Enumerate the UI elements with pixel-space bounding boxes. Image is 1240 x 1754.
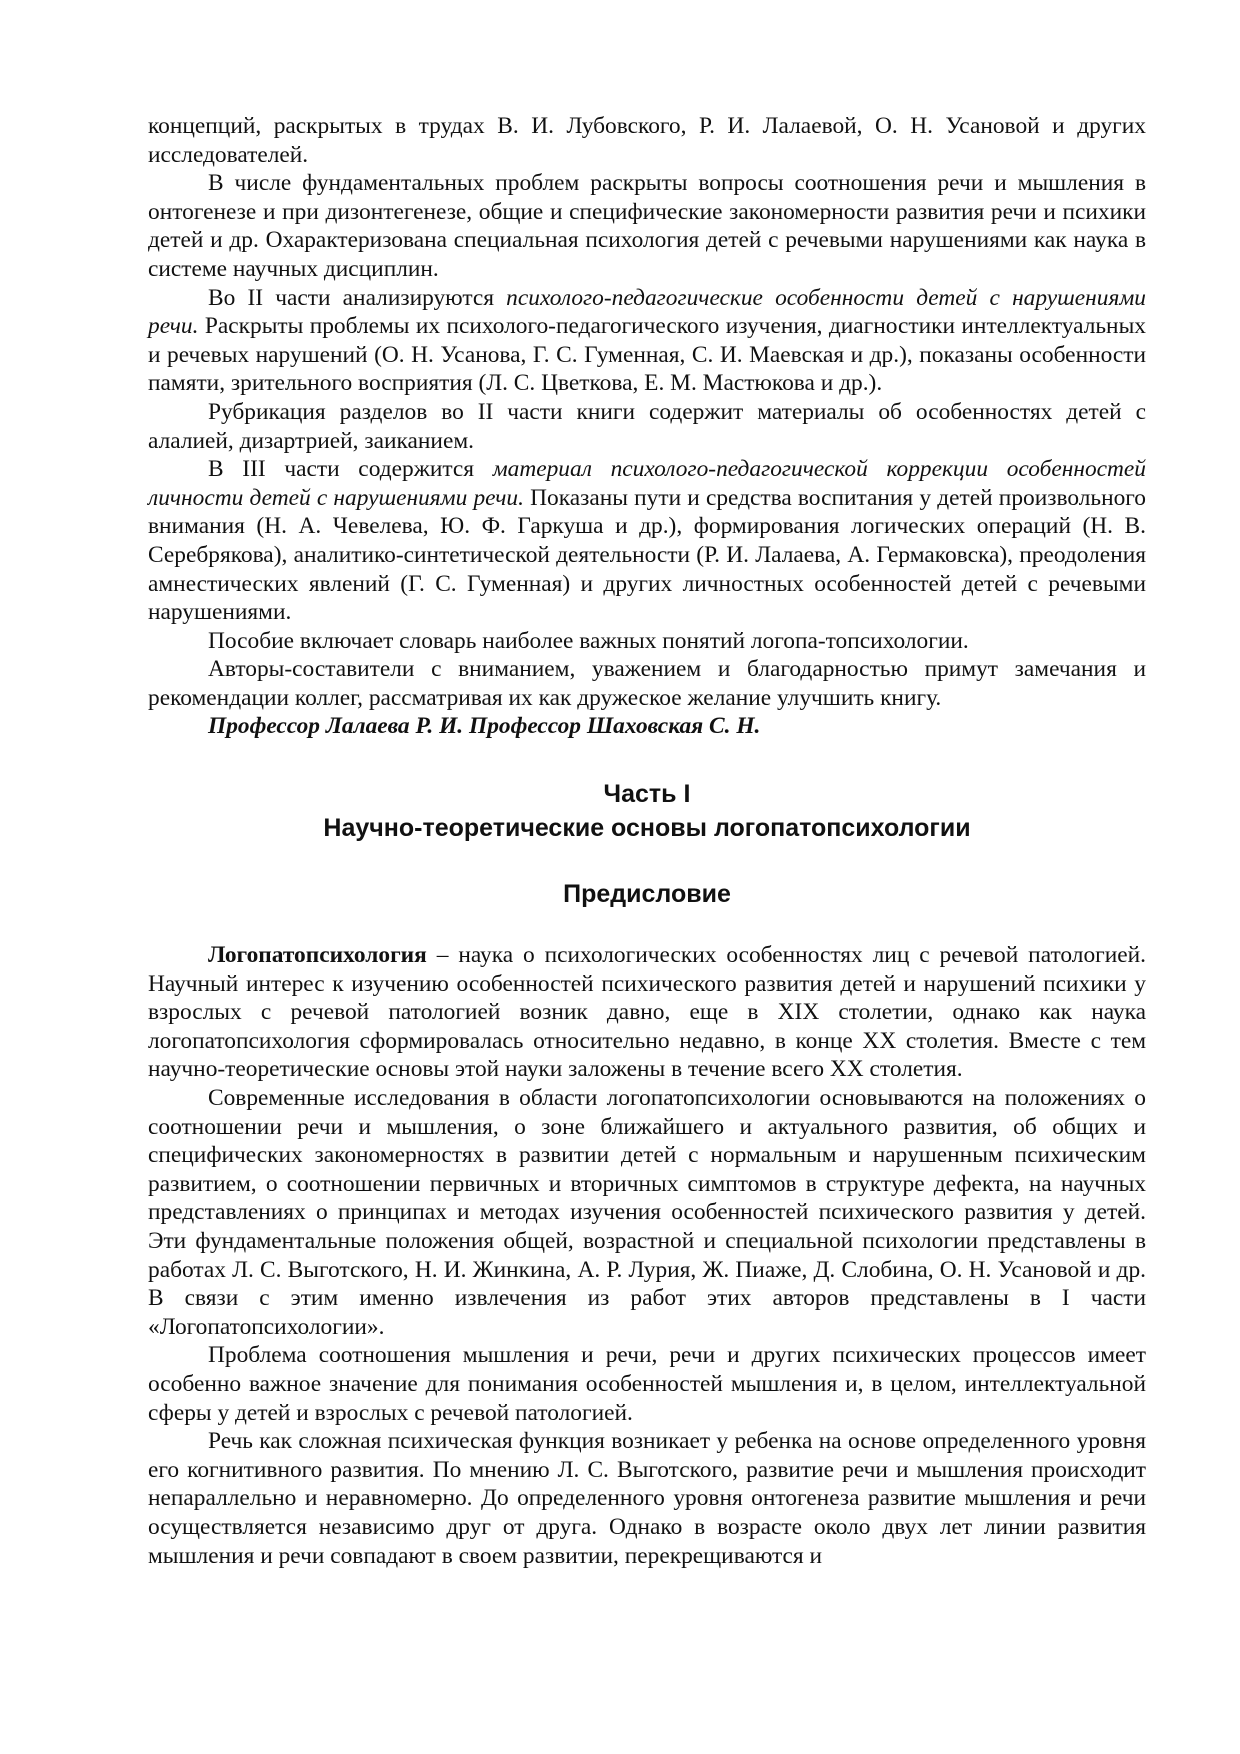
intro-paragraph-glossary: Пособие включает словарь наиболее важных понятий логопа-топсихологии. bbox=[208, 627, 969, 654]
intro-paragraph-fundamental-problems: В числе фундаментальных проблем раскрыты вопросы соотношения речи и мышления в онтогенезе и при дизонтегенезе, общие и специфические закономерности развития речи и психики детей и др. Охарактеризована специальная психология детей с речевыми нарушениями как наука в системе научных дисциплин. bbox=[148, 170, 1146, 282]
document-page bbox=[148, 112, 1146, 1570]
definition-rest: – наука о психологических особенностях лиц с речевой патологией. Научный интерес к изучению особенностей психического развития детей и нарушений психики у взрослых с речевой патологией возник давно, еще в XIX столетии, однако как наука логопатопсихология сформировалась относительно недавно, в конце XX столетия. Вместе с тем научно-теоретические основы этой науки заложены в течение всего XX столетия. bbox=[148, 942, 1146, 1083]
part-three-lead: В III части содержится bbox=[208, 456, 493, 483]
intro-paragraph-part-three bbox=[148, 455, 1146, 627]
section-title-preface: Предисловие bbox=[563, 880, 731, 909]
intro-paragraph-continued: концепций, раскрытых в трудах В. И. Лубовского, Р. И. Лалаевой, О. Н. Усановой и других исследователей. bbox=[148, 113, 1146, 168]
part-two-italic-topic: психолого-педагогические особенности детей с нарушениями речи. bbox=[148, 284, 1146, 340]
part-three-italic-topic: материал психолого-педагогической коррекции особенностей личности детей с нарушениями речи. bbox=[148, 456, 1146, 511]
term-logopathopsychology: Логопатопсихология bbox=[208, 942, 427, 969]
part-subtitle: Научно-теоретические основы логопатопсихологии bbox=[323, 814, 971, 843]
authors-signature: Профессор Лалаева Р. И. Профессор Шаховская С. Н. bbox=[208, 713, 761, 740]
part-three-rest: Показаны пути и средства воспитания у детей произвольного внимания (Н. А. Чевелева, Ю. Ф. Гаркуша и др.), формирования логических операций (Н. В. Серебрякова), аналитико-синтетической деятельности (Р. И. Лалаева, А. Гермаковска), преодоления амнестических явлений (Г. С. Гуменная) и других личностных особенностей детей с речевыми нарушениями. bbox=[148, 484, 1146, 626]
preface-paragraph-modern-research: Современные исследования в области логопатопсихологии основываются на положениях о соотношении речи и мышления, о зоне ближайшего и актуального развития, об общих и специфических закономерностях в развитии детей с нормальным и нарушенным психическим развитием, о соотношении первичных и вторичных симптомов в структуре дефекта, на научных представлениях о принципах и методах изучения особенностей психического развития у детей. Эти фундаментальные положения общей, возрастной и специальной психологии представлены в работах Л. С. Выготского, Н. И. Жинкина, А. Р. Лурия, Ж. Пиаже, Д. Слобина, О. Н. Усановой и др. В связи с этим именно извлечения из работ этих авторов представлены в I части «Логопатопсихологии». bbox=[148, 1085, 1146, 1340]
intro-paragraph-authors: Авторы-составители с вниманием, уважением и благодарностью примут замечания и рекомендации коллег, рассматривая их как дружеское желание улучшить книгу. bbox=[148, 656, 1146, 711]
part-two-rest: Раскрыты проблемы их психолого-педагогического изучения, диагностики интеллектуальных и речевых нарушений (О. Н. Усанова, Г. С. Гуменная, С. И. Маевская и др.), показаны особенности памяти, зрительного восприятия (Л. С. Цветкова, Е. М. Мастюкова и др.). bbox=[148, 313, 1146, 397]
intro-paragraph-rubrication: Рубрикация разделов во II части книги содержит материалы об особенностях детей с алалией, дизартрией, заиканием. bbox=[148, 398, 1146, 454]
preface-paragraph-thinking-speech: Проблема соотношения мышления и речи, речи и других психических процессов имеет особенно важное значение для понимания особенностей мышления и, в целом, интеллектуальной сферы у детей и взрослых с речевой патологией. bbox=[148, 1342, 1146, 1426]
preface-paragraph-speech-function: Речь как сложная психическая функция возникает у ребенка на основе определенного уровня его когнитивного развития. По мнению Л. С. Выготского, развитие речи и мышления происходит непараллельно и неравномерно. До определенного уровня онтогенеза развитие мышления и речи осуществляется независимо друг от друга. Однако в возрасте около двух лет линии развития мышления и речи совпадают в своем развитии, перекрещиваются и bbox=[148, 1428, 1146, 1569]
part-two-lead: Во II части анализируются bbox=[208, 284, 507, 311]
preface-paragraph-definition bbox=[148, 941, 1146, 1084]
intro-paragraph-part-two bbox=[148, 284, 1146, 398]
part-title: Часть I bbox=[603, 780, 691, 809]
